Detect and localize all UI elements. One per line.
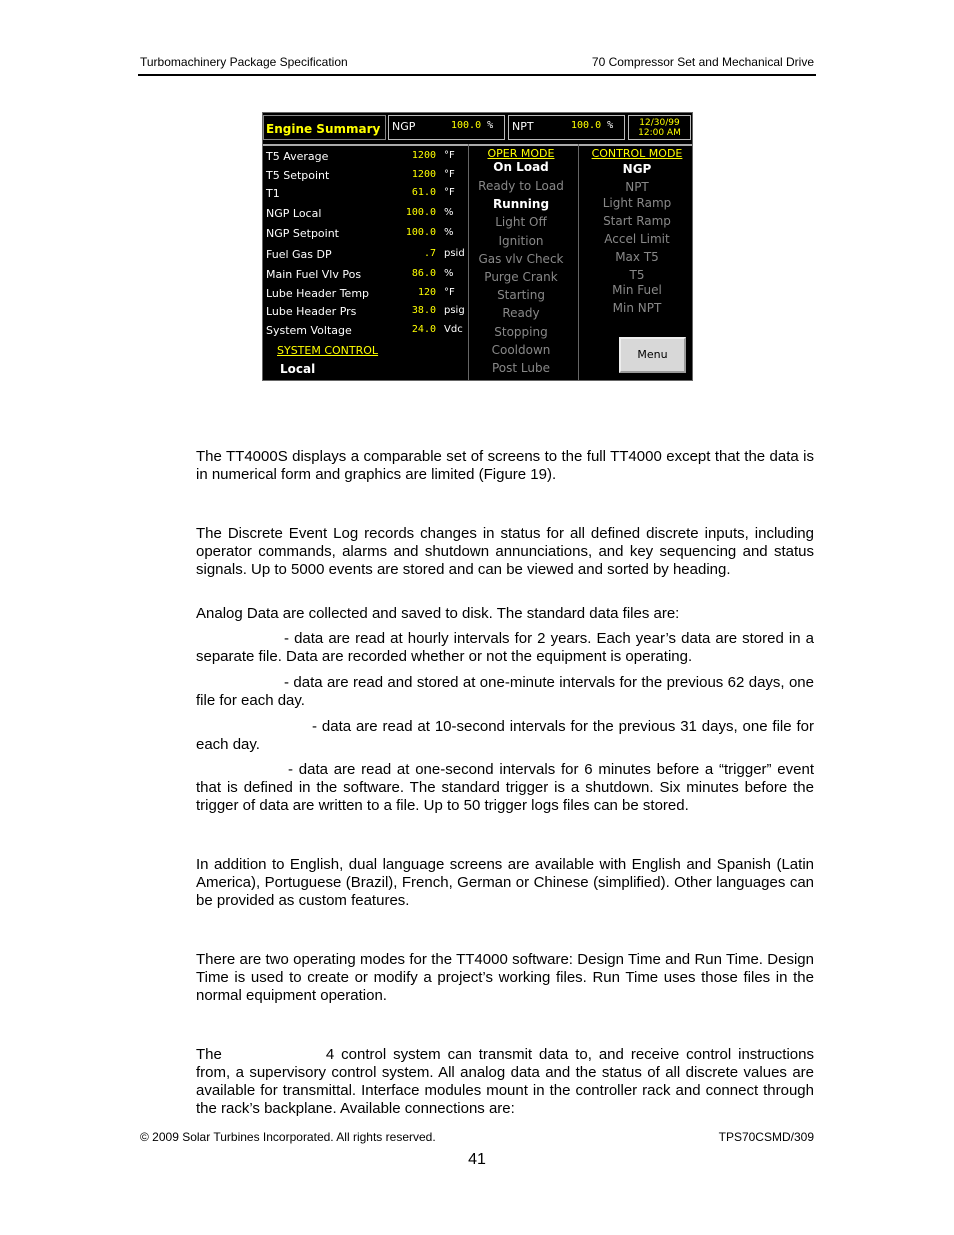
- parameter-row: [266, 305, 466, 318]
- oper-mode-item: Ignition: [498, 234, 544, 248]
- parameter-label: NGP Local: [266, 207, 322, 220]
- parameter-value: 1200: [411, 169, 436, 180]
- oper-mode-item: Running: [492, 197, 550, 211]
- paragraph-10-second: - data are read at 10-second intervals for the previous 31 days, one file for each day.: [196, 718, 814, 753]
- oper-mode-item: Ready: [502, 306, 540, 320]
- npt-readout: [508, 115, 625, 140]
- control-mode-item: Min NPT: [612, 301, 662, 315]
- parameter-label: Lube Header Prs: [266, 305, 357, 318]
- control-mode-item: T5: [629, 268, 645, 282]
- paragraph-languages: In addition to English, dual language screens are available with English and Spanish (Latin America), Portuguese (Brazil), French, German or Chinese (simplified). Other languages can be provided as custom features.: [196, 856, 814, 909]
- parameter-value: 1200: [411, 150, 436, 161]
- parameter-label: Main Fuel Vlv Pos: [266, 268, 362, 281]
- parameter-row: [266, 187, 466, 200]
- control-mode-item: Max T5: [615, 250, 659, 264]
- paragraph-minute: - data are read and stored at one-minute intervals for the previous 62 days, one file for each day.: [196, 674, 814, 709]
- parameter-row: [266, 150, 466, 163]
- date-time: [628, 115, 691, 140]
- oper-mode-item: Ready to Load: [478, 179, 564, 193]
- parameter-row: [266, 227, 466, 240]
- date: 12/30/99: [639, 118, 680, 128]
- ngp-readout: [388, 115, 505, 140]
- npt-label: NPT: [512, 120, 534, 133]
- control-mode-item: NPT: [625, 180, 649, 194]
- oper-mode-item: Stopping: [494, 325, 548, 339]
- parameter-value: 61.0: [411, 187, 436, 198]
- parameter-row: [266, 169, 466, 182]
- header-right: 70 Compressor Set and Mechanical Drive: [591, 55, 814, 69]
- paragraph-event-log: The Discrete Event Log records changes in status for all defined discrete inputs, including operator commands, alarms and shutdown annunciations, and key sequencing and status signals. Up to 5000 events are stored and can be viewed and sorted by heading.: [196, 525, 814, 578]
- menu-button[interactable]: Menu: [619, 337, 686, 373]
- header-left: Turbomachinery Package Specification: [140, 55, 348, 69]
- parameter-unit: °F: [444, 169, 455, 180]
- parameter-value: 24.0: [411, 324, 436, 335]
- parameter-label: Lube Header Temp: [266, 287, 370, 300]
- oper-mode-item: Purge Crank: [484, 270, 558, 284]
- parameter-label: T5 Setpoint: [266, 169, 330, 182]
- control-mode-item: Accel Limit: [604, 232, 670, 246]
- parameter-unit: psig: [444, 305, 465, 316]
- npt-value: 100.0 %: [571, 120, 614, 131]
- parameter-unit: °F: [444, 287, 455, 298]
- header-rule: [138, 74, 816, 76]
- parameter-value: 100.0: [405, 227, 436, 238]
- paragraph-hourly: - data are read at hourly intervals for 2 years. Each year’s data are stored in a separate file. Data are recorded whether or not the equipment is operating.: [196, 630, 814, 665]
- control-mode-title: CONTROL MODE: [591, 147, 683, 160]
- paragraph-tt4000s: The TT4000S displays a comparable set of screens to the full TT4000 except that the data is in numerical form and graphics are limited (Figure 19).: [196, 448, 814, 483]
- paragraph-analog-data: Analog Data are collected and saved to disk. The standard data files are:: [196, 605, 680, 622]
- ngp-value: 100.0 %: [451, 120, 494, 131]
- parameter-value: 120: [417, 287, 436, 298]
- parameter-value: .7: [423, 248, 436, 259]
- parameter-unit: %: [444, 268, 454, 279]
- parameter-value: 100.0: [405, 207, 436, 218]
- parameter-row: [266, 248, 466, 261]
- footer-doc-id: TPS70CSMD/309: [718, 1130, 814, 1144]
- parameter-unit: %: [444, 227, 454, 238]
- control-mode-item: Light Ramp: [602, 196, 672, 210]
- footer-copyright: © 2009 Solar Turbines Incorporated. All rights reserved.: [140, 1130, 436, 1144]
- system-control-value: Local: [280, 362, 316, 376]
- oper-mode-item: Cooldown: [491, 343, 551, 357]
- control-mode-item: Start Ramp: [603, 214, 671, 228]
- parameter-unit: Vdc: [444, 324, 463, 335]
- paragraph-supervisory: The 4 control system can transmit data to, and receive control instructions from, a supervisory control system. All analog data and the status of all discrete values are available for transmittal. Interface modules mount in the controller rack and connect through the rack’s backplane. Available connections are:: [196, 1046, 814, 1117]
- paragraph-operating-modes: There are two operating modes for the TT4000 software: Design Time and Run Time. Design Time is used to create or modify a project’s working files. Run Time uses those files in the normal equipment operation.: [196, 951, 814, 1004]
- engine-summary-screen: [262, 112, 693, 381]
- parameter-label: T5 Average: [266, 150, 329, 163]
- parameter-unit: %: [444, 207, 454, 218]
- screen-top-bar: [263, 113, 692, 146]
- parameter-label: T1: [266, 187, 280, 200]
- oper-mode-title: OPER MODE: [487, 147, 555, 160]
- oper-mode-item: Post Lube: [491, 361, 550, 375]
- time: 12:00 AM: [638, 128, 681, 138]
- parameter-row: [266, 287, 466, 300]
- parameter-row: [266, 207, 466, 220]
- parameter-value: 86.0: [411, 268, 436, 279]
- paragraph-trigger: - data are read at one-second intervals for 6 minutes before a “trigger” event that is defined in the software. The standard trigger is a shutdown. Six minutes before the trigger of data are written to a file. Up to 50 trigger logs files can be stored.: [196, 761, 814, 814]
- parameter-label: System Voltage: [266, 324, 352, 337]
- parameter-unit: °F: [444, 150, 455, 161]
- parameter-label: Fuel Gas DP: [266, 248, 332, 261]
- parameter-unit: psid: [444, 248, 465, 259]
- page-number: 41: [468, 1151, 486, 1168]
- screen-title: Engine Summary: [263, 115, 386, 140]
- parameter-row: [266, 324, 466, 337]
- parameter-unit: °F: [444, 187, 455, 198]
- system-control-title: SYSTEM CONTROL: [277, 344, 379, 357]
- ngp-label: NGP: [392, 120, 416, 133]
- control-mode-item: NGP: [622, 162, 652, 176]
- oper-mode-item: Light Off: [495, 215, 547, 229]
- parameter-label: NGP Setpoint: [266, 227, 339, 240]
- parameter-row: [266, 268, 466, 281]
- control-mode-item: Min Fuel: [612, 283, 662, 297]
- oper-mode-item: On Load: [493, 160, 549, 174]
- parameter-value: 38.0: [411, 305, 436, 316]
- oper-mode-item: Gas vlv Check: [478, 252, 564, 266]
- oper-mode-item: Starting: [497, 288, 545, 302]
